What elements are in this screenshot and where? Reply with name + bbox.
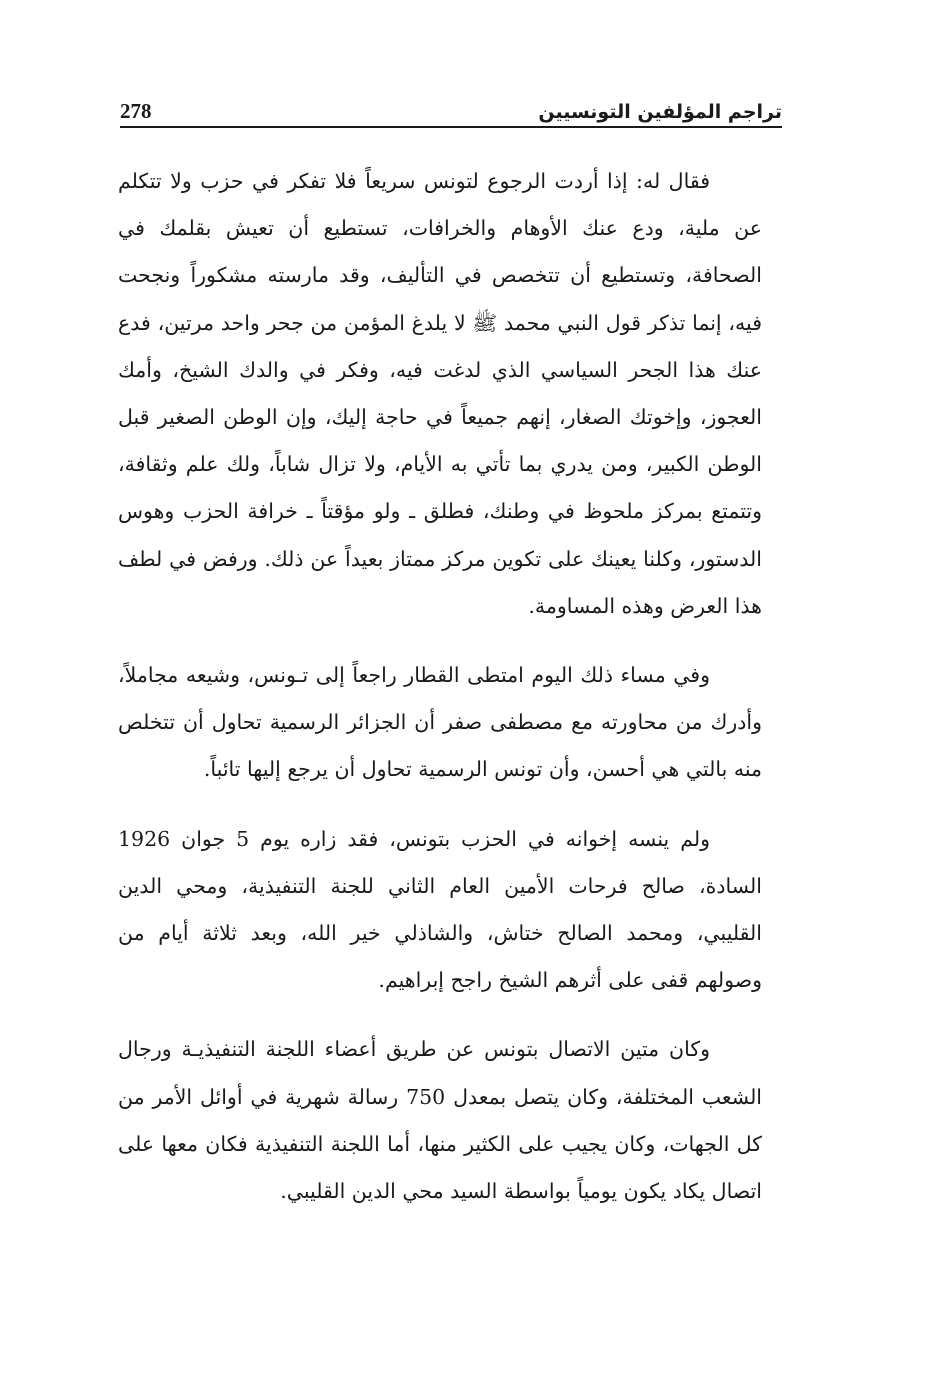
body-text <box>118 158 762 1215</box>
paragraph: فقال له: إذا أردت الرجوع لتونس سريعاً فلا تفكر في حزب ولا تتكلم عن ملية، ودع عنك الأوهام والخرافات، تستطيع أن تعيش بقلمك في الصحافة، وتستطيع أن تتخصص في التأليف، وقد مارسته مشكوراً ونجحت فيه، إنما تذكر قول النبي محمد ﷺ لا يلدغ المؤمن من جحر واحد مرتين، فدع عنك هذا الجحر السياسي الذي لدغت فيه، وفكر في والدك الشيخ، وأمك العجوز، وإخوتك الصغار، إنهم جميعاً في حاجة إليك، وإن الوطن الصغير قبل الوطن الكبير، ومن يدري بما تأتي به الأيام، ولا تزال شاباً، ولك علم وثقافة، وتتمتع بمركز ملحوظ في وطنك، فطلق ـ ولو مؤقتاً ـ خرافة الحزب وهوس الدستور، وكلنا يعينك على تكوين مركز ممتاز بعيداً عن ذلك. ورفض في لطف هذا العرض وهذه المساومة. <box>118 169 762 618</box>
paragraph: وكان متين الاتصال بتونس عن طريق أعضاء اللجنة التنفيذيـة ورجال الشعب المختلفة، وكان يتصل بمعدل 750 رسالة شهرية في أوائل الأمر من كل الجهات، وكان يجيب على الكثير منها، أما اللجنة التنفيذية فكان معها على اتصال يكاد يكون يومياً بواسطة السيد محي الدين القليبي. <box>118 1037 763 1204</box>
paragraph: وفي مساء ذلك اليوم امتطى القطار راجعاً إلى تـونس، وشيعه مجاملاً، وأدرك من محاورته مع مصطفى صفر أن الجزائر الرسمية تحاول أن تتخلص منه بالتي هي أحسن، وأن تونس الرسمية تحاول أن يرجع إليها تائباً. <box>118 663 762 782</box>
paragraph: ولم ينسه إخوانه في الحزب بتونس، فقد زاره يوم 5 جوان 1926 السادة، صالح فرحات الأمين العام الثاني للجنة التنفيذية، ومحي الدين القليبي، ومحمد الصالح ختاش، والشاذلي خير الله، وبعد ثلاثة أيام من وصولهم قفى على أثرهم الشيخ راجح إبراهيم. <box>118 826 762 993</box>
header-title: تراجم المؤلفين التونسيين <box>538 101 782 123</box>
page-number: 278 <box>120 99 152 123</box>
running-header <box>120 92 782 128</box>
